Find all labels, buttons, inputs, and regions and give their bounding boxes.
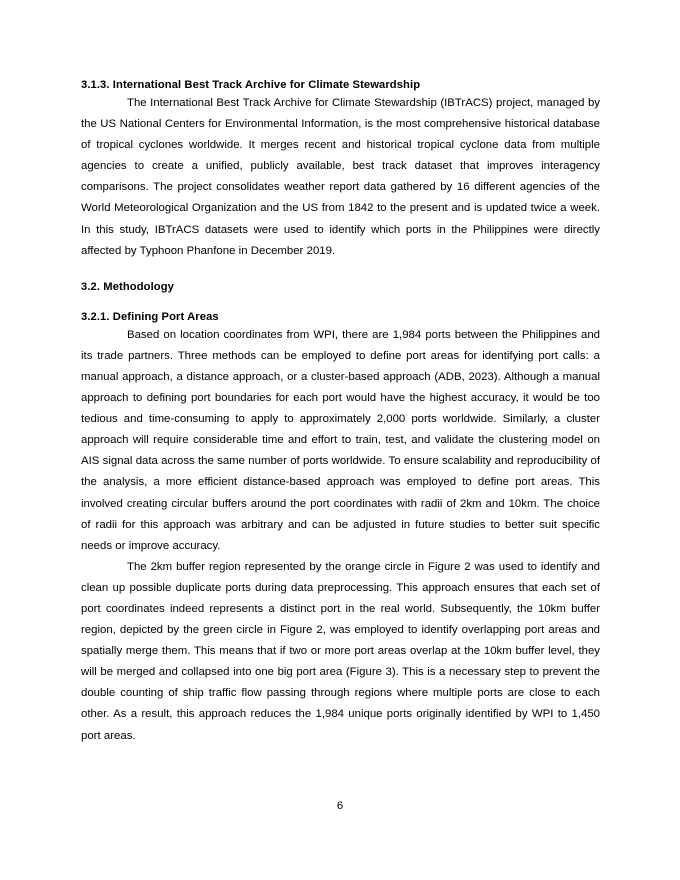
section-heading-3-2-1: 3.2.1. Defining Port Areas <box>81 310 219 323</box>
section-heading-3-2: 3.2. Methodology <box>81 281 174 294</box>
paragraph-defining-port-areas-methods: Based on location coordinates from WPI, there are 1,984 ports between the Philippines and its trade partners. Three methods can be employed to define port areas for identifying port calls: a manual approach, a distance approach, or a cluster-based approach (ADB, 2023). Although a manual approach to defining port boundaries for each port would have the highest accuracy, it would be too tedious and time-consuming to apply to approximately 2,000 ports worldwide. Similarly, a cluster approach will require considerable time and effort to train, test, and validate the clustering model on AIS signal data across the same number of ports worldwide. To ensure scalability and reproducibility of the analysis, a more efficient distance-based approach was employed to define port areas. This involved creating circular buffers around the port coordinates with radii of 2km and 10km. The choice of radii for this approach was arbitrary and can be adjusted in future studies to better suit specific needs or improve accuracy. <box>81 328 600 552</box>
paragraph-ibtracs-overview: The International Best Track Archive for Climate Stewardship (IBTrACS) project, managed by the US National Centers for Environmental Information, is the most comprehensive historical database of tropical cyclones worldwide. It merges recent and historical tropical cyclone data from multiple agencies to create a unified, publicly available, best track dataset that improves interagency comparisons. The project consolidates weather report data gathered by 16 different agencies of the World Meteorological Organization and the US from 1842 to the present and is updated twice a week. In this study, IBTrACS datasets were used to identify which ports in the Philippines were directly affected by Typhoon Phanfone in December 2019. <box>81 97 600 257</box>
paragraph-buffer-regions: The 2km buffer region represented by the orange circle in Figure 2 was used to identify and clean up possible duplicate ports during data preprocessing. This approach ensures that each set of port coordinates indeed represents a distinct port in the real world. Subsequently, the 10km buffer region, depicted by the green circle in Figure 2, was employed to identify overlapping port areas and spatially merge them. This means that if two or more port areas overlap at the 10km buffer level, they will be merged and collapsed into one big port area (Figure 3). This is a necessary step to prevent the double counting of ship traffic flow passing through regions where multiple ports are close to each other. As a result, this approach reduces the 1,984 unique ports originally identified by WPI to 1,450 port areas. <box>81 560 600 742</box>
section-heading-3-1-3: 3.1.3. International Best Track Archive for Climate Stewardship <box>81 79 421 91</box>
page-content-body <box>81 78 600 747</box>
page-number: 6 <box>336 800 344 812</box>
